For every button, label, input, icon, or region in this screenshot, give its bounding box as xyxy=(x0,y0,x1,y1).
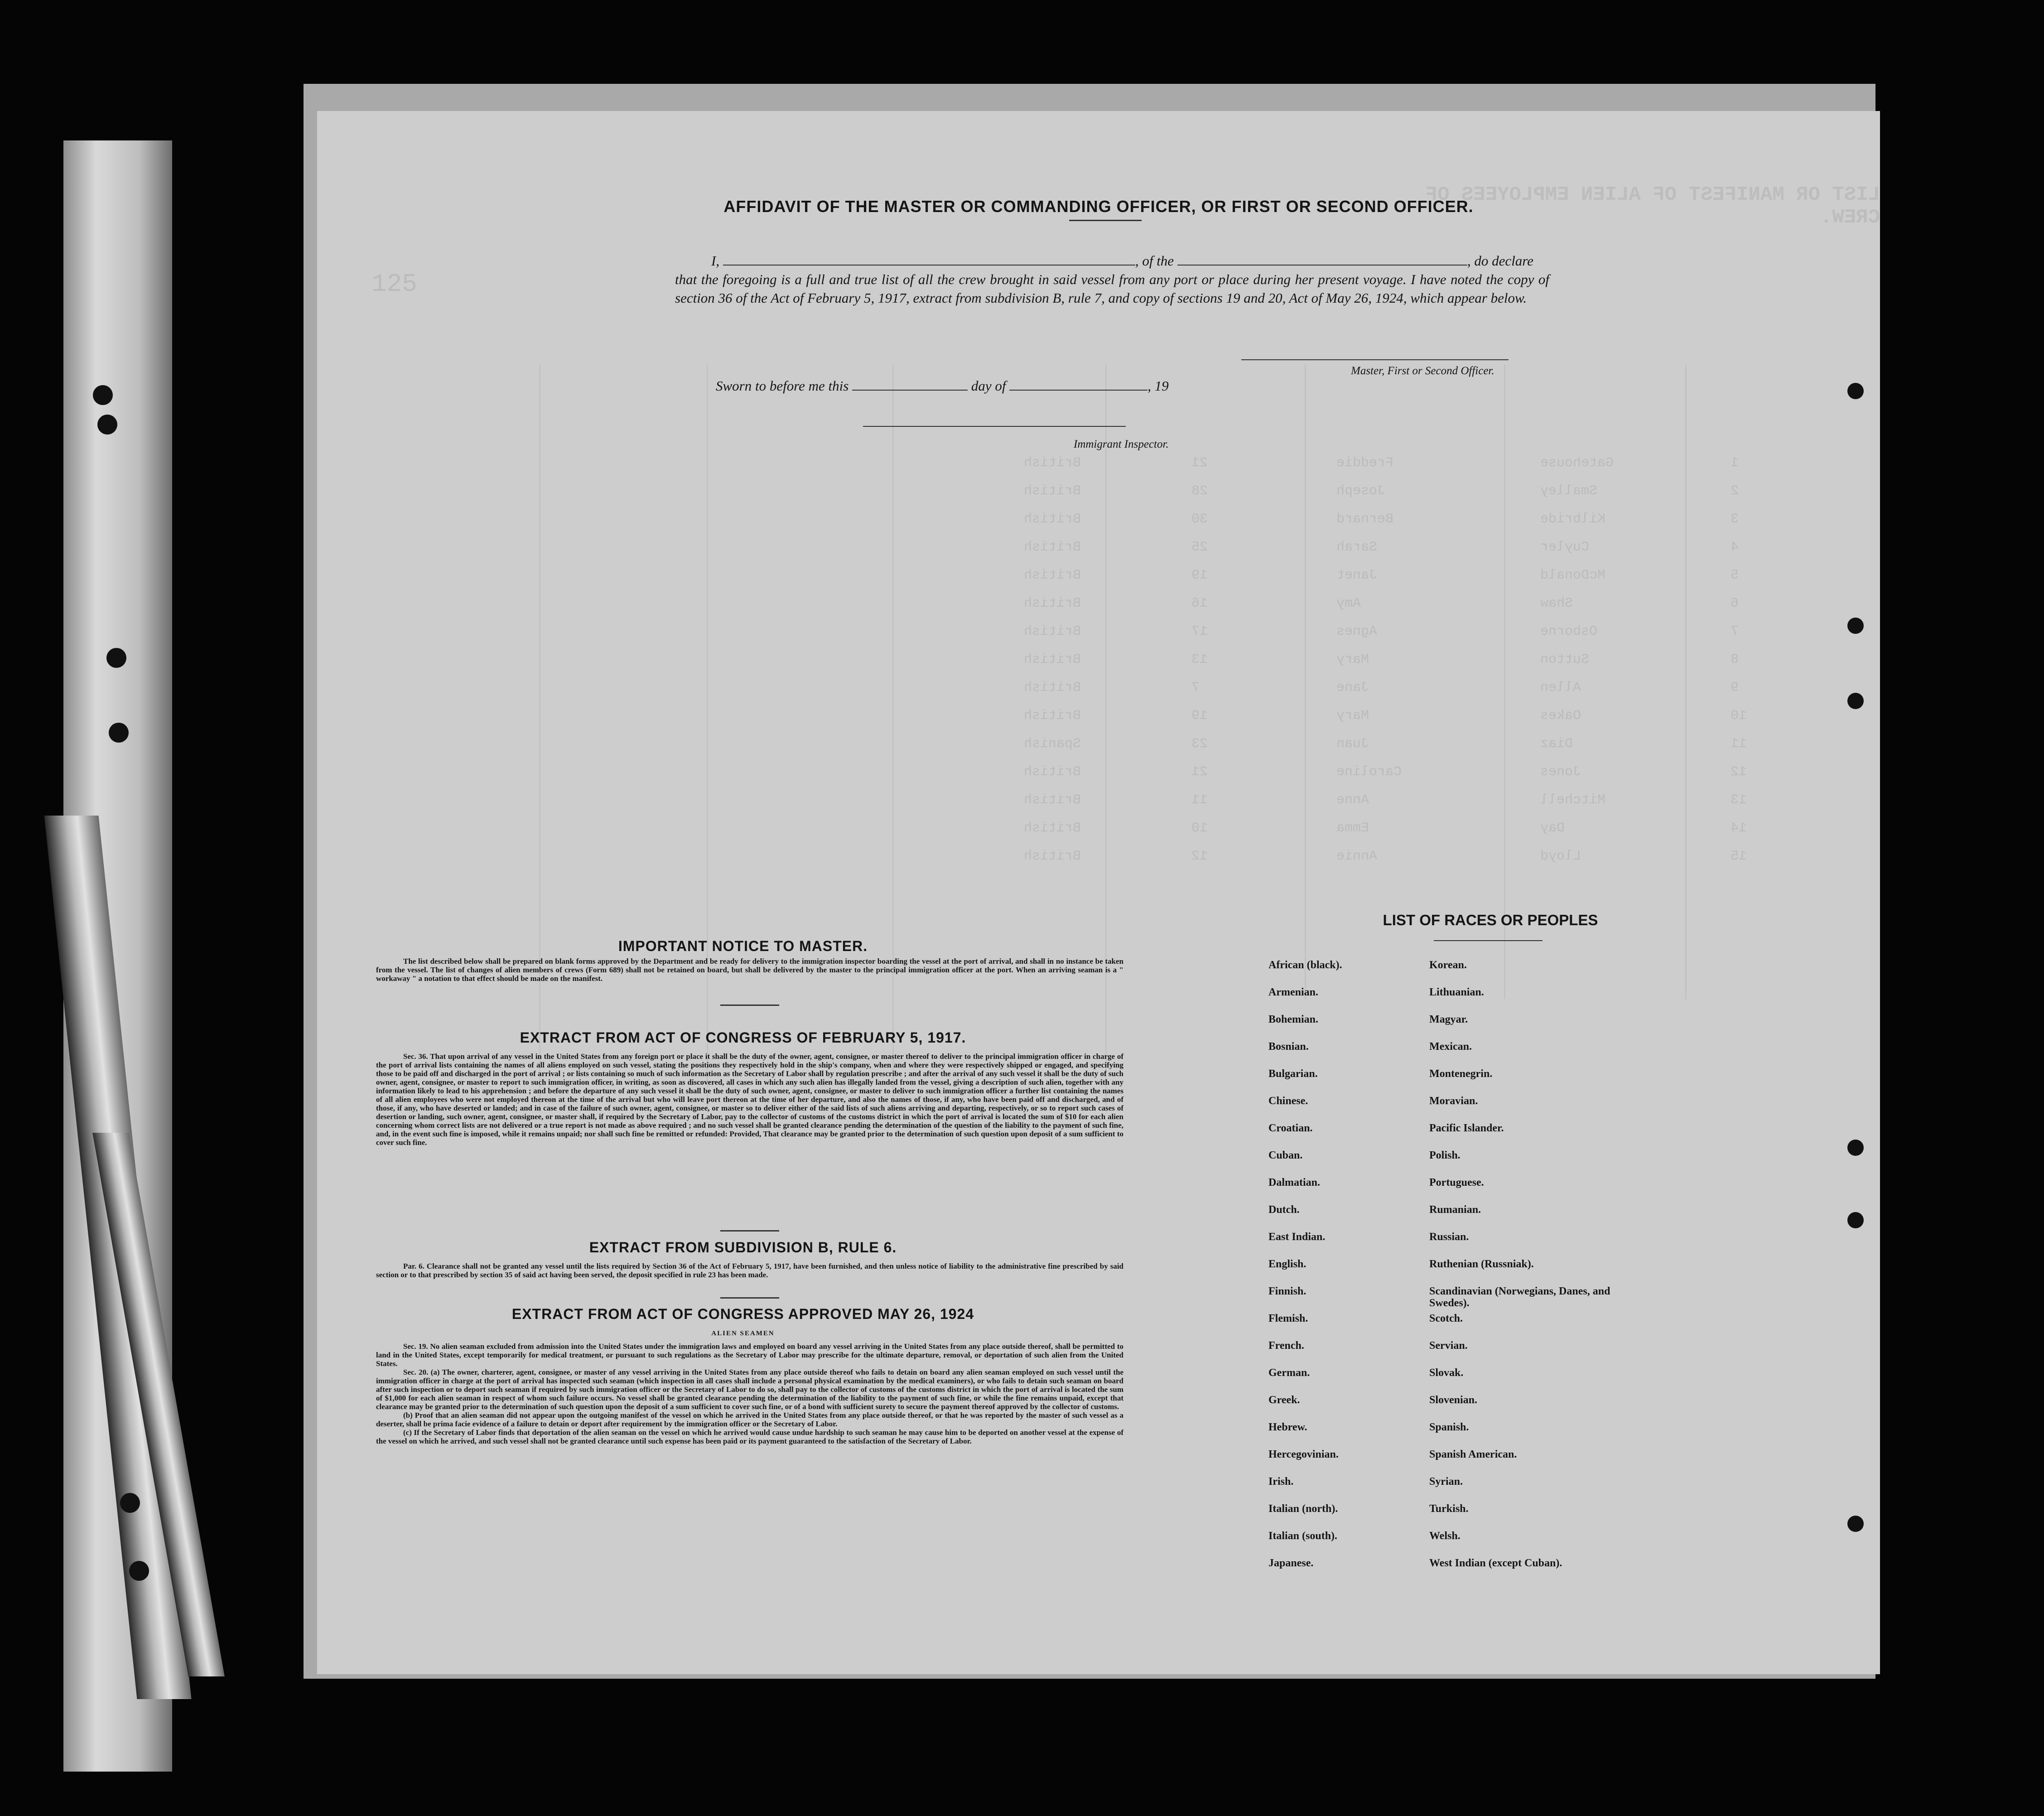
race-item: English. xyxy=(1268,1258,1306,1270)
bleed-cell: 4 xyxy=(1731,540,1739,555)
bleed-cell: 21 xyxy=(1191,764,1208,780)
bleed-cell: Day xyxy=(1540,821,1565,836)
bleed-cell: 16 xyxy=(1191,596,1208,611)
race-item: German. xyxy=(1268,1367,1310,1379)
sworn-label: Sworn to before me this xyxy=(716,378,849,394)
bleed-cell: Janet xyxy=(1336,568,1378,583)
section-divider xyxy=(720,1230,779,1232)
year-label: , 19 xyxy=(1147,378,1169,394)
title-underline xyxy=(1069,220,1142,221)
affidavit-title: AFFIDAVIT OF THE MASTER OR COMMANDING OFFICER, OR FIRST OR SECOND OFFICER. xyxy=(723,197,1474,216)
section-divider xyxy=(720,1005,779,1006)
bleed-cell: Cuyler xyxy=(1540,540,1590,555)
bleed-cell: Juan xyxy=(1336,736,1369,752)
page-hole xyxy=(1847,1212,1864,1228)
race-item: Chinese. xyxy=(1268,1095,1308,1107)
bleed-cell: 3 xyxy=(1731,512,1739,527)
bleed-cell: British xyxy=(1024,680,1081,695)
bleed-column-rule xyxy=(1685,365,1687,999)
bleed-cell: 7 xyxy=(1191,680,1200,695)
extract-1924-title: EXTRACT FROM ACT OF CONGRESS APPROVED MAY 26, 1924 xyxy=(511,1306,974,1322)
extract-1917-paragraph: Sec. 36. That upon arrival of any vessel in the United States from any foreign port or place it shall be the duty of the owner, agent, consignee, or master thereof to deliver to the principal immigration officer in charge of the port of arrival lists containing the names of all aliens employed on such vessel, stating the positions they respectively hold in the ship's company, when and where they were respectively shipped or engaged, and specifying those to be paid off and discharged in the port of arrival ; or lists containing so much of such information as the Secretary of Labor shall by regulation prescribe ; and after the arrival of any such vessel it shall be the duty of such owner, agent, consignee, or master to report to such immigration officer, in writing, as soon as discovered, all cases in which any such alien has illegally landed from the vessel, giving a description of such alien, together with any information likely to lead to his apprehension ; and before the departure of any such vessel it shall be the duty of such owner, agent, consignee, or master to deliver to such immigration officer a further list containing the names of all alien employees who were not employed thereon at the time of the arrival but who will leave port thereon at the time of her departure, and also the names of those, if any, who have been paid off and discharged, and of those, if any, who have deserted or landed; and in case of the failure of such owner, agent, consignee, or master so to deliver either of the said lists of such aliens arriving and departing, respectively, or so to report such cases of desertion or landing, such owner, agent, consignee, or master shall, if required by the Secretary of Labor, pay to the collector of customs of the customs district in which the port of arrival is located the sum of $10 for each alien concerning whom correct lists are not delivered or a true report is not made as above required ; and no such vessel shall be granted clearance pending the determination of the question of the liability to the payment of such fine, and, in the event such fine is imposed, while it remains unpaid; nor shall such fine be remitted or refunded: Provided, That clearance may be granted prior to the determination of such question upon deposit of a sum sufficient to cover such fine. xyxy=(376,1052,1123,1147)
bleed-cell: 17 xyxy=(1191,624,1208,639)
bleed-cell: 28 xyxy=(1191,483,1208,499)
binder-hole xyxy=(106,648,126,668)
bleed-column-rule xyxy=(707,365,708,1112)
race-item: Portuguese. xyxy=(1429,1177,1484,1188)
bleed-cell: Freddie xyxy=(1336,455,1394,471)
bleed-cell: British xyxy=(1024,483,1081,499)
bleed-cell: 2 xyxy=(1731,483,1739,499)
race-item: African (black). xyxy=(1268,959,1342,971)
bleed-cell: 14 xyxy=(1731,821,1747,836)
race-item: Italian (south). xyxy=(1268,1530,1338,1542)
bleed-cell: Jane xyxy=(1336,680,1369,695)
bleed-cell: Spanish xyxy=(1024,736,1081,752)
race-item: Lithuanian. xyxy=(1429,986,1484,998)
bleed-cell: 1 xyxy=(1731,455,1739,471)
name-field[interactable] xyxy=(723,252,1135,266)
bleed-page-number: 125 xyxy=(371,270,417,299)
page-hole xyxy=(1847,618,1864,634)
bleed-cell: Lloyd xyxy=(1540,849,1581,864)
bleed-cell: British xyxy=(1024,849,1081,864)
bleed-cell: 30 xyxy=(1191,512,1208,527)
inspector-caption: Immigrant Inspector. xyxy=(1074,438,1169,450)
bleed-cell: 12 xyxy=(1191,849,1208,864)
bleed-cell: Oakes xyxy=(1540,708,1581,724)
race-item: Magyar. xyxy=(1429,1014,1468,1025)
bleed-cell: Bernard xyxy=(1336,512,1394,527)
bleed-column-rule xyxy=(539,365,540,1112)
inspector-signature-line[interactable] xyxy=(863,426,1126,427)
bleed-cell: 15 xyxy=(1731,849,1747,864)
bleed-cell: Shaw xyxy=(1540,596,1573,611)
extract-1924-subtitle: ALIEN SEAMEN xyxy=(711,1330,775,1337)
bleed-cell: 11 xyxy=(1191,792,1208,808)
bleed-cell: Jones xyxy=(1540,764,1581,780)
binder-hole xyxy=(93,385,113,405)
race-item: Moravian. xyxy=(1429,1095,1478,1107)
race-item: Flemish. xyxy=(1268,1313,1308,1324)
bleed-cell: British xyxy=(1024,652,1081,667)
bleed-cell: Allen xyxy=(1540,680,1581,695)
bleed-column-rule xyxy=(1305,365,1306,999)
bleed-cell: British xyxy=(1024,624,1081,639)
day-of-label: day of xyxy=(971,378,1006,394)
bleed-cell: Gatehouse xyxy=(1540,455,1614,471)
bleed-cell: 8 xyxy=(1731,652,1739,667)
bleed-cell: 19 xyxy=(1191,568,1208,583)
binder-hole xyxy=(97,415,117,435)
bleed-header: LIST OR MANIFEST OF ALIEN EMPLOYEES OF CREW. xyxy=(1425,184,1880,229)
race-item: Hercegovinian. xyxy=(1268,1449,1339,1460)
bleed-cell: 10 xyxy=(1731,708,1747,724)
race-item: Japanese. xyxy=(1268,1557,1314,1569)
race-item: Irish. xyxy=(1268,1476,1294,1488)
extract-1917-text xyxy=(376,1052,1123,1147)
race-item: Korean. xyxy=(1429,959,1467,971)
vessel-field[interactable] xyxy=(1177,252,1467,266)
section-divider xyxy=(720,1297,779,1299)
bleed-cell: Diaz xyxy=(1540,736,1573,752)
declaration-line xyxy=(675,251,1549,270)
race-item: Turkish. xyxy=(1429,1503,1469,1515)
extract-1924-text xyxy=(376,1342,1123,1445)
sec-20a-paragraph: Sec. 20. (a) The owner, charterer, agent, consignee, or master of any vessel arriving in the United States from any place outside thereof who fails to detain on board any alien seaman employed on such vessel until the immigration officer in charge at the port of arrival has inspected such seaman (which inspection in all cases shall include a personal physical examination by the medical examiners), or who fails to detain such seaman on board after such inspection or to deport such seaman if required by such immigration officer or the Secretary of Labor to do so, shall pay to the collector of customs of the customs district in which the port of arrival is located the sum of $1,000 for each alien seaman in respect of whom such failure occurs. No vessel shall be granted clearance pending the determination of the liability to the payment of such fine, or while the fine remains unpaid, except that clearance may be granted prior to the determination of such question upon the deposit of a sum sufficient to cover such fine, or of a bond with sufficient surety to secure the payment thereof approved by the collector of customs. xyxy=(376,1368,1123,1411)
race-item: Ruthenian (Russniak). xyxy=(1429,1258,1534,1270)
race-item: Greek. xyxy=(1268,1394,1300,1406)
bleed-cell: 23 xyxy=(1191,736,1208,752)
bleed-cell: British xyxy=(1024,596,1081,611)
bleed-cell: British xyxy=(1024,708,1081,724)
bleed-cell: British xyxy=(1024,764,1081,780)
race-item: Croatian. xyxy=(1268,1122,1313,1134)
race-item: Scotch. xyxy=(1429,1313,1463,1324)
races-title-underline xyxy=(1434,940,1543,941)
race-item: Montenegrin. xyxy=(1429,1068,1493,1080)
race-item: Bohemian. xyxy=(1268,1014,1319,1025)
bleed-cell: Anne xyxy=(1336,792,1369,808)
bleed-cell: 19 xyxy=(1191,708,1208,724)
bleed-cell: 25 xyxy=(1191,540,1208,555)
race-item: Slovak. xyxy=(1429,1367,1464,1379)
race-item: Finnish. xyxy=(1268,1285,1306,1297)
bleed-cell: 10 xyxy=(1191,821,1208,836)
bleed-cell: British xyxy=(1024,821,1081,836)
bleed-cell: British xyxy=(1024,455,1081,471)
bleed-cell: 13 xyxy=(1731,792,1747,808)
bleed-cell: 21 xyxy=(1191,455,1208,471)
sworn-month-field[interactable] xyxy=(1009,377,1147,391)
bleed-column-rule xyxy=(892,365,894,1112)
i-label: I, xyxy=(711,253,720,269)
notice-title: IMPORTANT NOTICE TO MASTER. xyxy=(618,938,868,954)
race-item: Dalmatian. xyxy=(1268,1177,1320,1188)
extract-subdivision-text xyxy=(376,1262,1123,1279)
race-item: Mexican. xyxy=(1429,1041,1472,1053)
extract-subdivision-paragraph: Par. 6. Clearance shall not be granted any vessel until the lists required by Section 36 of the Act of February 5, 1917, have been furnished, and then unless notice of liability to the administrative fine prescribed by said section or to that prescribed by section 35 of said act having been served, the deposit specified in rule 23 has been made. xyxy=(376,1262,1123,1279)
race-item: Bosnian. xyxy=(1268,1041,1309,1053)
binder-hole xyxy=(129,1561,149,1581)
of-the-label: , of the xyxy=(1135,253,1174,269)
race-item: Polish. xyxy=(1429,1149,1461,1161)
bleed-cell: British xyxy=(1024,792,1081,808)
race-item: French. xyxy=(1268,1340,1304,1352)
bleed-cell: 11 xyxy=(1731,736,1747,752)
page-hole xyxy=(1847,693,1864,709)
bleed-cell: 6 xyxy=(1731,596,1739,611)
bleed-cell: Kilbride xyxy=(1540,512,1606,527)
race-item: Welsh. xyxy=(1429,1530,1461,1542)
bleed-cell: 12 xyxy=(1731,764,1747,780)
page-hole xyxy=(1847,383,1864,399)
affidavit-body xyxy=(675,251,1549,307)
bleed-cell: 13 xyxy=(1191,652,1208,667)
bleed-cell: 9 xyxy=(1731,680,1739,695)
bleed-cell: Annie xyxy=(1336,849,1378,864)
races-title: LIST OF RACES OR PEOPLES xyxy=(1383,912,1598,928)
do-declare-label: , do declare xyxy=(1467,253,1533,269)
bleed-column-rule xyxy=(1105,365,1107,1112)
bleed-cell: British xyxy=(1024,512,1081,527)
race-item: East Indian. xyxy=(1268,1231,1326,1243)
bleed-cell: 5 xyxy=(1731,568,1739,583)
race-item: Servian. xyxy=(1429,1340,1468,1352)
race-item: Dutch. xyxy=(1268,1204,1300,1216)
bleed-column-rule xyxy=(1504,365,1505,999)
sec-20c-paragraph: (c) If the Secretary of Labor finds that deportation of the alien seaman on the vessel on which he arrived would cause undue hardship to such seaman he may cause him to be deported on another vessel at the expense of the vessel on which he arrived, and such vessel shall not be granted clearance until such expense has been paid or its payment guaranteed to the satisfaction of the Secretary of Labor. xyxy=(376,1428,1123,1445)
race-item: West Indian (except Cuban). xyxy=(1429,1557,1562,1569)
bleed-cell: Mary xyxy=(1336,652,1369,667)
bleed-cell: Agnes xyxy=(1336,624,1378,639)
binder-hole xyxy=(109,723,129,743)
sec-19-paragraph: Sec. 19. No alien seaman excluded from admission into the United States under the immigration laws and employed on board any vessel arriving in the United States from any place outside thereof, shall be permitted to land in the United States, except temporarily for medical treatment, or pursuant to such regulations as the Secretary of Labor may prescribe for the ultimate departure, removal, or deportation of such alien from the United States. xyxy=(376,1342,1123,1368)
race-item: Hebrew. xyxy=(1268,1421,1307,1433)
bleed-cell: Mary xyxy=(1336,708,1369,724)
bleed-cell: British xyxy=(1024,568,1081,583)
extract-1917-title: EXTRACT FROM ACT OF CONGRESS OF FEBRUARY 5, 1917. xyxy=(520,1029,966,1046)
race-item: Syrian. xyxy=(1429,1476,1463,1488)
bleed-cell: Mitchell xyxy=(1540,792,1606,808)
sworn-line xyxy=(716,377,1169,394)
notice-paragraph: The list described below shall be prepared on blank forms approved by the Department and be ready for delivery to the immigration inspector boarding the vessel at the port of arrival, and shall in no instance be taken from the vessel. The list of changes of alien members of crews (Form 689) shall not be retained on board, but shall be delivered by the master to the principal immigration officer at the port. When an arriving seaman is a " workaway " a notation to that effect should be made on the manifest. xyxy=(376,957,1123,983)
race-item: Armenian. xyxy=(1268,986,1318,998)
bleed-cell: 7 xyxy=(1731,624,1739,639)
bleed-cell: Caroline xyxy=(1336,764,1402,780)
manifest-page xyxy=(317,111,1880,1674)
race-item: Scandinavian (Norwegians, Danes, and Swedes). xyxy=(1429,1285,1610,1309)
race-item: Spanish. xyxy=(1429,1421,1469,1433)
extract-subdivision-title: EXTRACT FROM SUBDIVISION B, RULE 6. xyxy=(589,1239,897,1256)
binder-hole xyxy=(120,1493,140,1513)
bleed-cell: Sarah xyxy=(1336,540,1378,555)
race-item: Russian. xyxy=(1429,1231,1469,1243)
bleed-cell: Emma xyxy=(1336,821,1369,836)
sec-20b-paragraph: (b) Proof that an alien seaman did not appear upon the outgoing manifest of the vessel on which he arrived in the United States from any place outside thereof, or that he was reported by the master of such vessel as a deserter, shall be prima facie evidence of a failure to detain or deport after requirement by the immigration officer or the Secretary of Labor. xyxy=(376,1411,1123,1428)
notice-text xyxy=(376,957,1123,983)
page-hole xyxy=(1847,1140,1864,1156)
master-signature-line[interactable] xyxy=(1241,359,1509,360)
bleed-cell: Sutton xyxy=(1540,652,1590,667)
race-item: Slovenian. xyxy=(1429,1394,1478,1406)
race-item: Cuban. xyxy=(1268,1149,1303,1161)
bleed-cell: Osborne xyxy=(1540,624,1598,639)
race-item: Bulgarian. xyxy=(1268,1068,1318,1080)
race-item: Pacific Islander. xyxy=(1429,1122,1504,1134)
bleed-cell: British xyxy=(1024,540,1081,555)
race-item: Italian (north). xyxy=(1268,1503,1338,1515)
master-caption: Master, First or Second Officer. xyxy=(1351,365,1494,377)
sworn-day-field[interactable] xyxy=(852,377,968,391)
race-item: Rumanian. xyxy=(1429,1204,1481,1216)
bleed-cell: Joseph xyxy=(1336,483,1386,499)
bleed-cell: Smalley xyxy=(1540,483,1598,499)
page-hole xyxy=(1847,1516,1864,1532)
race-item: Spanish American. xyxy=(1429,1449,1517,1460)
bleed-cell: McDonald xyxy=(1540,568,1606,583)
bleed-cell: Amy xyxy=(1336,596,1361,611)
declaration-text: that the foregoing is a full and true list of all the crew brought in said vessel from any port or place during her present voyage. I have noted the copy of section 36 of the Act of February 5, 1917, extract from subdivision B, rule 7, and copy of sections 19 and 20, Act of May 26, 1924, which appear below. xyxy=(675,271,1549,306)
